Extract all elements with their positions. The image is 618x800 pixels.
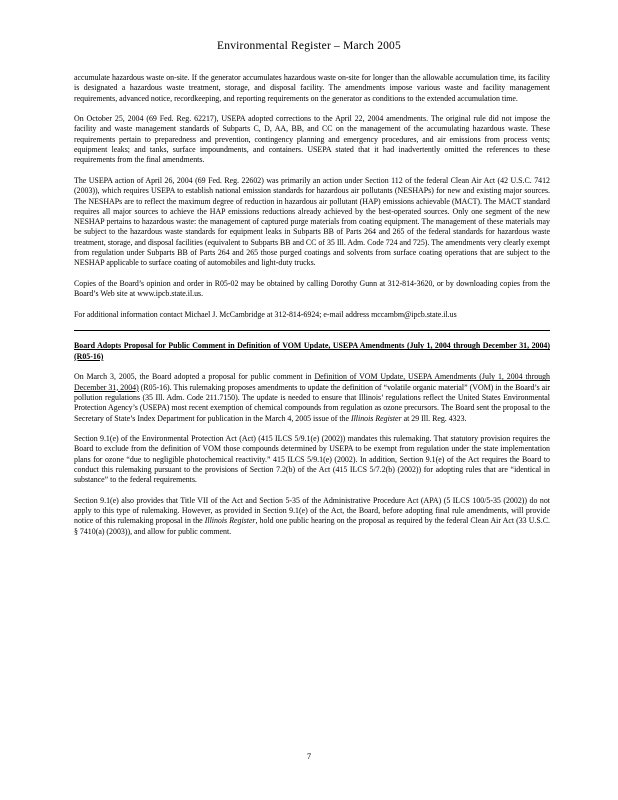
text-run: Section 9.1(e) also provides that Title VII of the Act and Section 5-35 of the Administrative Procedure Act (APA) (5 ILCS 100/5-35 (2002)) do not apply to this type of rulemaking. However, as provided in Section 9.1(e) of the Act, the Board, before adopting final rule amendments, will provide notice of this rulemaking proposal in the [74,495,550,526]
page-body [74,73,550,547]
text-run: , hold one public hearing on the proposal as required by the federal Clean Air Act (33 U.S.C. § 7410(a) (2003)), and allow for public comment. [74,516,550,536]
article-heading: Board Adopts Proposal for Public Comment in Definition of VOM Update, USEPA Amendments (July 1, 2004 through December 31, 2004) (R05-16) [74,341,550,361]
paragraph: The USEPA action of April 26, 2004 (69 Fed. Reg. 22602) was primarily an action under Section 112 of the federal Clean Air Act (42 U.S.C. 7412 (2003)), which requires USEPA to establish national emission standards for hazardous air pollutants (NESHAPs) for new and existing major sources. The NESHAPs are to reflect the maximum degree of reduction in hazardous air pollutant (HAP) emissions achievable (MACT). The MACT standard requires all major sources to achieve the HAP emissions reductions already achieved by the best-operated sources. Only one segment of the new NESHAP pertains to hazardous waste: the management of captured purge materials from coating equipment. The management of these materials may be subject to the hazardous waste standards for equipment leaks in Subparts BB of Parts 264 and 265 of the federal standards for hazardous waste treatment, storage, and disposal facilities (equivalent to Subparts BB and CC of 35 Ill. Adm. Code 724 and 725). The amendments very clearly exempt from regulation under Subparts BB of Parts 264 and 265 those purged coatings and solvents from surface coating operations that are subject to the NESHAP applicable to surface coating of automobiles and light-duty trucks. [74,175,550,268]
running-header: Environmental Register – March 2005 [217,40,401,52]
paragraph [74,496,550,537]
paragraph: For additional information contact Michael J. McCambridge at 312-814-6924; e-mail address mccambm@ipcb.state.il.us [74,309,457,319]
paragraph: accumulate hazardous waste on-site. If the generator accumulates hazardous waste on-site for longer than the allowable accumulation time, its facility is designated a hazardous waste treatment, storage, and disposal facility. The amendments impose various waste and facility management requirements, advanced notice, recordkeeping, and reporting requirements on the generator as conditions to the extended accumulation time. [74,73,550,103]
journal-title: Illinois Register [350,413,402,423]
section-divider [74,330,550,331]
text-run: On March 3, 2005, the Board adopted a proposal for public comment in [74,372,315,382]
paragraph: Copies of the Board’s opinion and order in R05-02 may be obtained by calling Dorothy Gunn at 312-814-3620, or by downloading copies from the Board’s Web site at www.ipcb.state.il.us. [74,278,550,299]
journal-title: Illinois Register [204,516,256,526]
text-run: at 29 Ill. Reg. 4323. [401,413,467,423]
page-number: 7 [306,751,312,761]
paragraph: On October 25, 2004 (69 Fed. Reg. 62217), USEPA adopted corrections to the April 22, 2004 amendments. The original rule did not impose the facility and waste management standards of Subparts C, D, AA, BB, and CC on the management of the accumulating hazardous waste. These requirements pertain to preparedness and prevention, contingency planning and emergency procedures, and air emissions from process vents; equipment leaks; and tanks, surface impoundments, and containers. USEPA stated that it had inadvertently omitted the references to these requirements from the final amendments. [74,114,550,165]
paragraph: Section 9.1(e) of the Environmental Protection Act (Act) (415 ILCS 5/9.1(e) (2002)) mandates this rulemaking. That statutory provision requires the Board to exclude from the definition of VOM those compounds determined by USEPA to be exempt from regulation under the state implementation plans for ozone “due to negligible photochemical reactivity.” 415 ILCS 5/9.1(e) (2002). In addition, Section 9.1(e) of the Act requires the Board to conduct this rulemaking pursuant to the provisions of Section 7.2(b) of the Act (415 ILCS 5/7.2(b) (2002)) for adopting rules that are “identical in substance” to the federal requirements. [74,434,550,485]
text-run: (R05-16). This rulemaking proposes amendments to update the definition of “volatile organic material” (VOM) in the Board’s air pollution regulations (35 Ill. Adm. Code 211.7150). The update is needed to ensure that Illinois’ regulations reflect the United States Environmental Protection Agency’s (USEPA) most recent exemption of chemical compounds from regulation as ozone precursors. The Board sent the proposal to the Secretary of State’s Index Department for publication in the March 4, 2005 issue of the [74,382,550,423]
paragraph [74,372,550,423]
rulemaking-title: Definition of VOM Update, USEPA Amendments (July 1, 2004 through December 31, 2004) [74,372,550,392]
